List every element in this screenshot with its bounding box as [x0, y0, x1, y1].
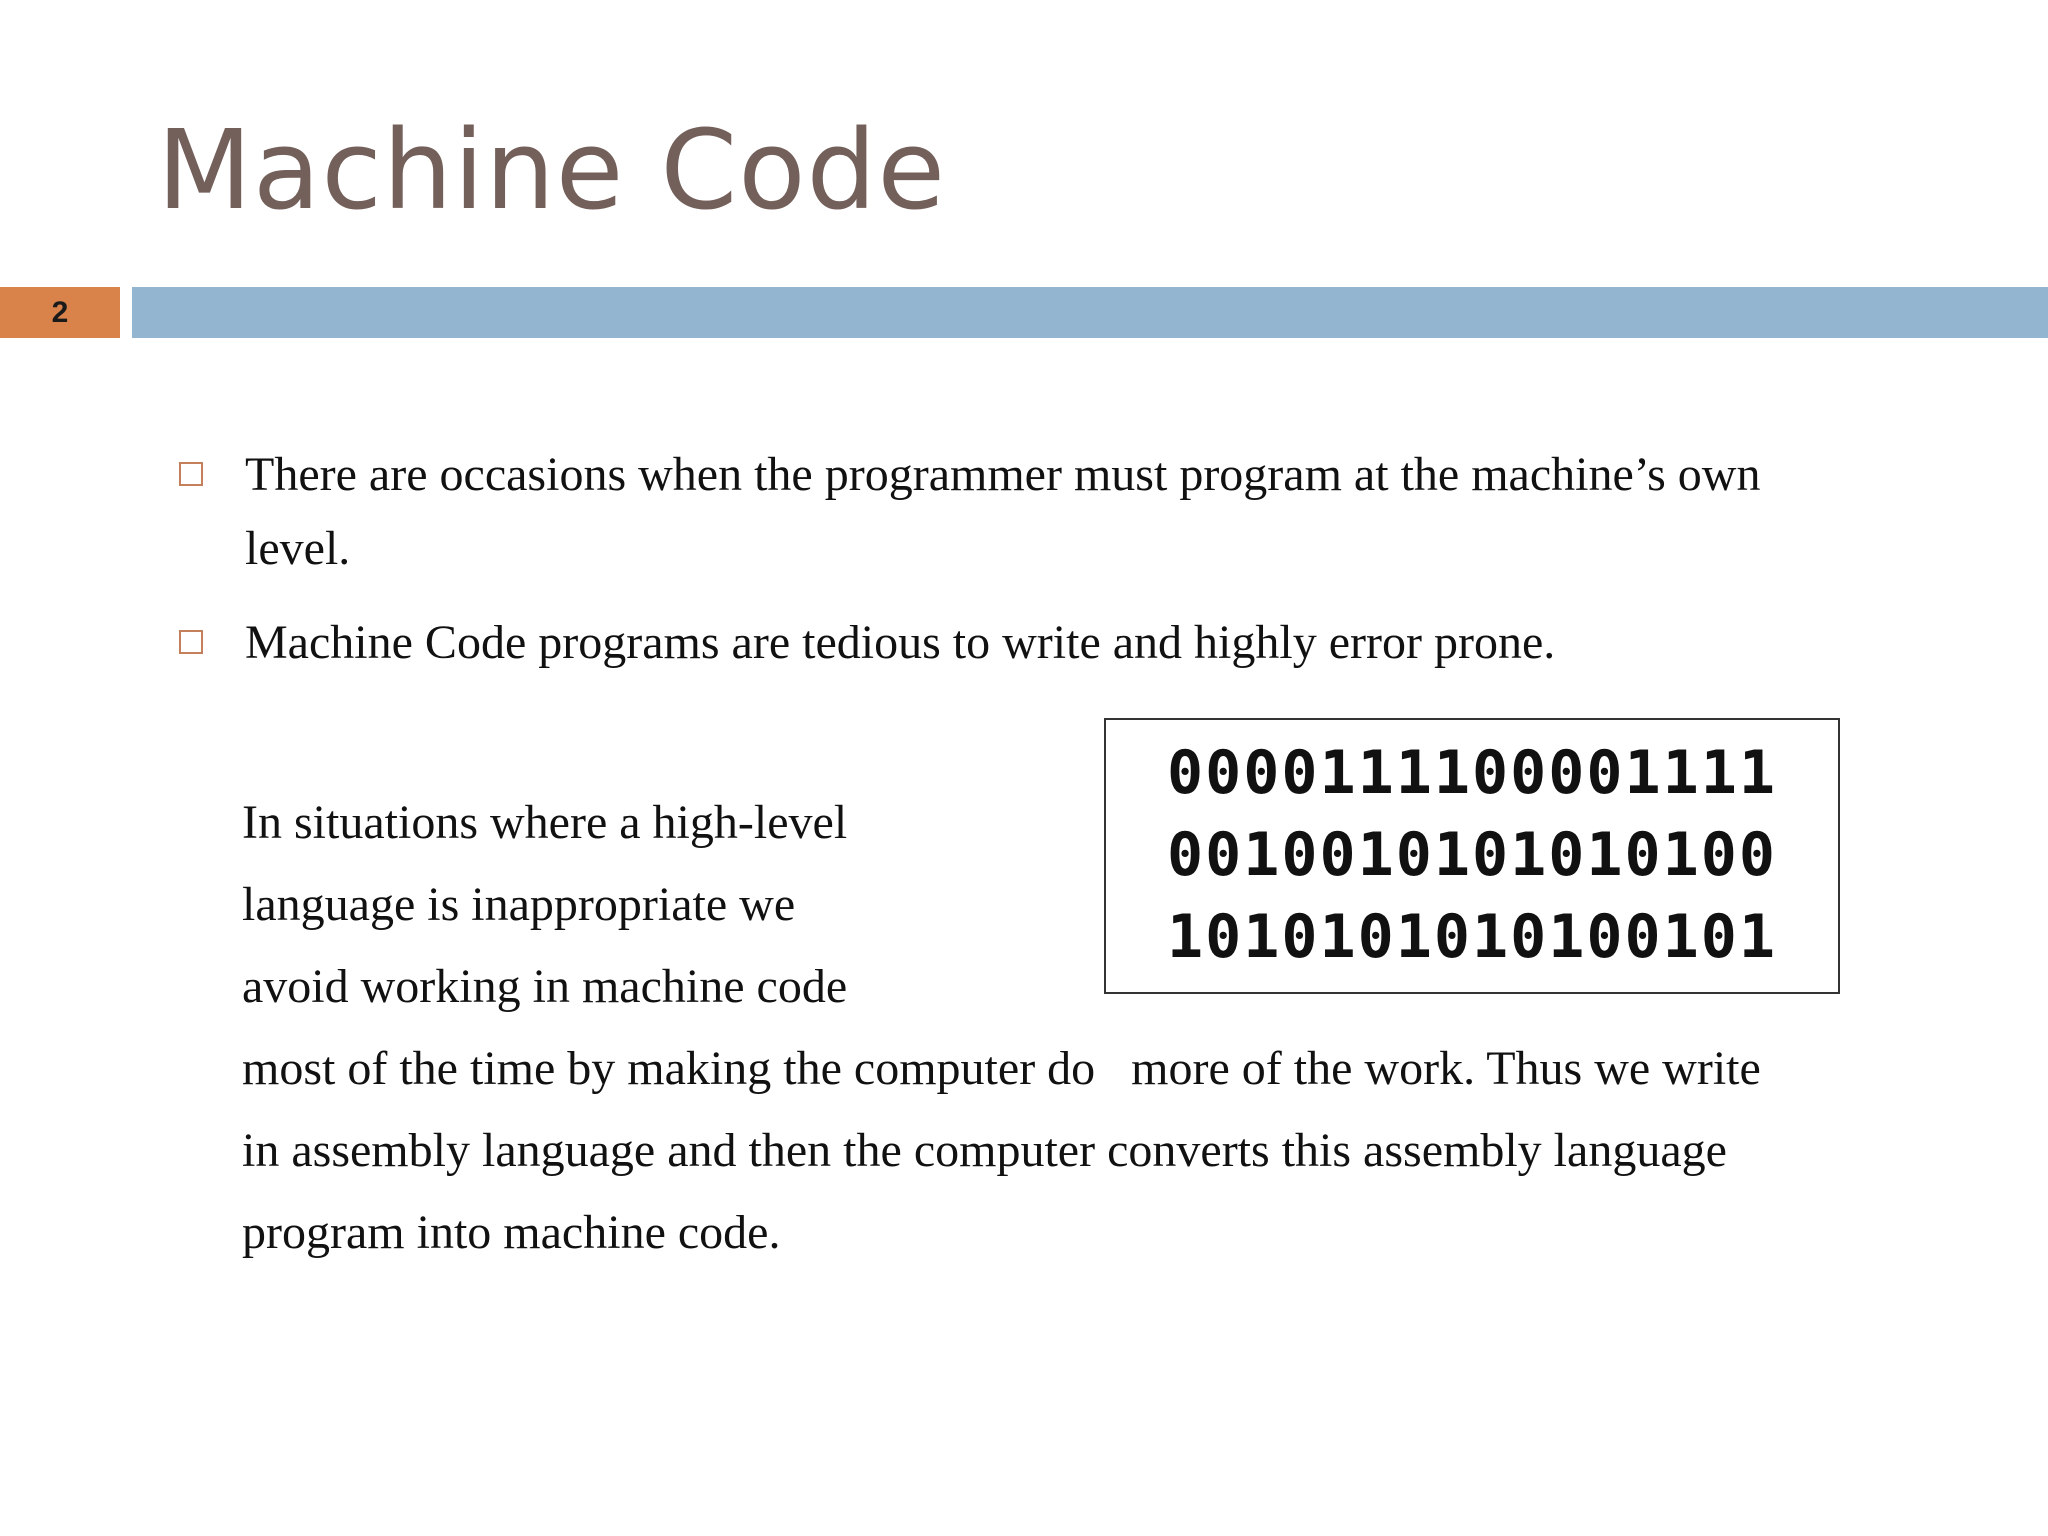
paragraph-line: program into machine code.: [242, 1206, 781, 1259]
slide-title: Machine Code: [157, 106, 947, 234]
binary-code-box: [1104, 718, 1840, 994]
binary-line: 0000111100001111: [1167, 738, 1777, 808]
paragraph-line: In situations where a high-level: [242, 796, 848, 849]
page-number: 2: [51, 295, 69, 329]
paragraph-line: avoid working in machine code: [242, 960, 848, 1013]
square-bullet-icon: [179, 630, 203, 654]
paragraph-line: most of the time by making the computer do more of the work. Thus we write: [242, 1042, 1761, 1095]
binary-line: 1010101010100101: [1167, 902, 1777, 972]
paragraph-line: language is inappropriate we: [242, 878, 796, 931]
square-bullet-icon: [179, 462, 203, 486]
bullet-text: There are occasions when the programmer must program at the machine’s own level.: [245, 448, 1761, 575]
bullet-item: [175, 606, 1855, 680]
header-bar: [132, 287, 2048, 338]
paragraph-body: [242, 1028, 1761, 1274]
paragraph-line: in assembly language and then the computer converts this assembly language: [242, 1124, 1727, 1177]
paragraph-intro: [242, 782, 847, 1028]
bullet-text: Machine Code programs are tedious to write and highly error prone.: [245, 616, 1556, 669]
binary-line: 0010010101010100: [1167, 820, 1777, 890]
page-number-box: [0, 287, 120, 338]
bullet-item: [175, 438, 1855, 586]
bullet-list: [175, 438, 1855, 700]
